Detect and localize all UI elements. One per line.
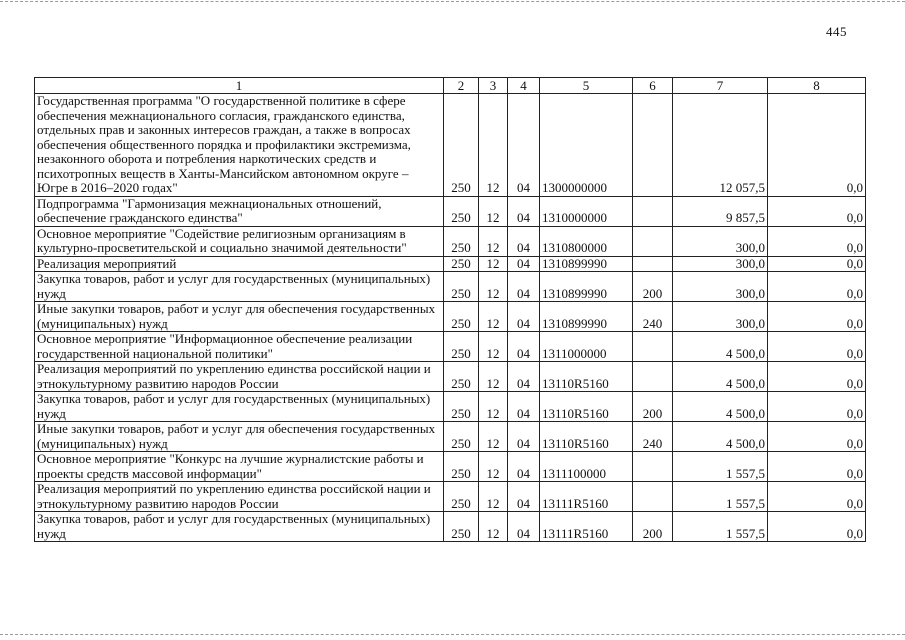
table-row	[35, 452, 866, 482]
cell-col3: 12	[479, 362, 508, 392]
column-header-1: 1	[35, 78, 444, 94]
cell-col7: 9 857,5	[673, 196, 768, 226]
cell-col5: 13110R5160	[540, 422, 633, 452]
cell-col4: 04	[508, 332, 540, 362]
cell-col6	[633, 226, 673, 256]
cell-name: Закупка товаров, работ и услуг для государственных (муниципальных) нужд	[35, 392, 444, 422]
header-row	[35, 78, 866, 94]
cell-col6: 200	[633, 272, 673, 302]
cell-col3: 12	[479, 332, 508, 362]
cell-col2: 250	[444, 302, 479, 332]
cell-col3: 12	[479, 422, 508, 452]
table-row	[35, 272, 866, 302]
scan-edge-bottom	[0, 634, 905, 635]
cell-col6	[633, 94, 673, 197]
cell-col8: 0,0	[768, 362, 866, 392]
cell-name: Основное мероприятие "Конкурс на лучшие журналистские работы и проекты средств массовой информации"	[35, 452, 444, 482]
cell-name: Реализация мероприятий по укреплению единства российской нации и этнокультурному развитию народов России	[35, 482, 444, 512]
cell-col4: 04	[508, 392, 540, 422]
cell-name: Подпрограмма "Гармонизация межнациональных отношений, обеспечение гражданского единства"	[35, 196, 444, 226]
table-row	[35, 256, 866, 272]
cell-col5: 1311000000	[540, 332, 633, 362]
cell-col6	[633, 452, 673, 482]
column-header-4: 4	[508, 78, 540, 94]
budget-table	[34, 77, 866, 542]
cell-col4: 04	[508, 422, 540, 452]
cell-col8: 0,0	[768, 94, 866, 197]
cell-col3: 12	[479, 302, 508, 332]
cell-col4: 04	[508, 362, 540, 392]
cell-col3: 12	[479, 392, 508, 422]
cell-col8: 0,0	[768, 226, 866, 256]
cell-col6	[633, 256, 673, 272]
cell-col2: 250	[444, 482, 479, 512]
cell-col5: 1310000000	[540, 196, 633, 226]
cell-col7: 4 500,0	[673, 362, 768, 392]
cell-col4: 04	[508, 94, 540, 197]
cell-col8: 0,0	[768, 302, 866, 332]
cell-col5: 1310899990	[540, 302, 633, 332]
cell-col3: 12	[479, 482, 508, 512]
cell-col2: 250	[444, 196, 479, 226]
cell-col6	[633, 196, 673, 226]
cell-col7: 300,0	[673, 302, 768, 332]
cell-col7: 4 500,0	[673, 422, 768, 452]
cell-col8: 0,0	[768, 272, 866, 302]
cell-col6	[633, 332, 673, 362]
cell-col2: 250	[444, 94, 479, 197]
column-header-3: 3	[479, 78, 508, 94]
cell-col4: 04	[508, 196, 540, 226]
cell-name: Иные закупки товаров, работ и услуг для обеспечения государственных (муниципальных) нужд	[35, 302, 444, 332]
cell-name: Реализация мероприятий по укреплению единства российской нации и этнокультурному развитию народов России	[35, 362, 444, 392]
cell-col5: 1311100000	[540, 452, 633, 482]
cell-col2: 250	[444, 272, 479, 302]
cell-col2: 250	[444, 392, 479, 422]
cell-col4: 04	[508, 512, 540, 542]
cell-col4: 04	[508, 226, 540, 256]
cell-col5: 13111R5160	[540, 512, 633, 542]
cell-col2: 250	[444, 422, 479, 452]
cell-col8: 0,0	[768, 422, 866, 452]
cell-name: Закупка товаров, работ и услуг для государственных (муниципальных) нужд	[35, 272, 444, 302]
table-row	[35, 392, 866, 422]
cell-name: Основное мероприятие "Информационное обеспечение реализации государственной национальной политики"	[35, 332, 444, 362]
cell-col3: 12	[479, 272, 508, 302]
cell-col3: 12	[479, 452, 508, 482]
cell-col2: 250	[444, 512, 479, 542]
cell-col7: 1 557,5	[673, 482, 768, 512]
cell-col6: 200	[633, 392, 673, 422]
scan-edge-top	[0, 1, 905, 2]
cell-col7: 1 557,5	[673, 452, 768, 482]
cell-col5: 1310899990	[540, 256, 633, 272]
cell-col5: 13110R5160	[540, 362, 633, 392]
cell-col2: 250	[444, 226, 479, 256]
cell-col8: 0,0	[768, 482, 866, 512]
cell-col6	[633, 362, 673, 392]
cell-col7: 4 500,0	[673, 392, 768, 422]
cell-col7: 300,0	[673, 226, 768, 256]
table-row	[35, 196, 866, 226]
cell-col4: 04	[508, 272, 540, 302]
cell-col3: 12	[479, 256, 508, 272]
cell-col2: 250	[444, 256, 479, 272]
cell-col7: 300,0	[673, 272, 768, 302]
cell-col2: 250	[444, 362, 479, 392]
cell-col4: 04	[508, 482, 540, 512]
cell-col7: 300,0	[673, 256, 768, 272]
cell-col5: 1300000000	[540, 94, 633, 197]
cell-col5: 1310800000	[540, 226, 633, 256]
cell-col8: 0,0	[768, 392, 866, 422]
column-header-6: 6	[633, 78, 673, 94]
table-row	[35, 512, 866, 542]
cell-name: Основное мероприятие "Содействие религиозным организациям в культурно-просветительской и социально значимой деятельности"	[35, 226, 444, 256]
table-row	[35, 226, 866, 256]
cell-name: Реализация мероприятий	[35, 256, 444, 272]
cell-col6: 240	[633, 302, 673, 332]
cell-col3: 12	[479, 512, 508, 542]
cell-col3: 12	[479, 226, 508, 256]
table-row	[35, 302, 866, 332]
cell-col7: 12 057,5	[673, 94, 768, 197]
cell-col8: 0,0	[768, 196, 866, 226]
column-header-8: 8	[768, 78, 866, 94]
cell-col8: 0,0	[768, 452, 866, 482]
cell-col8: 0,0	[768, 512, 866, 542]
cell-col5: 13110R5160	[540, 392, 633, 422]
cell-col4: 04	[508, 256, 540, 272]
cell-col3: 12	[479, 196, 508, 226]
cell-col7: 4 500,0	[673, 332, 768, 362]
cell-col5: 13111R5160	[540, 482, 633, 512]
cell-col2: 250	[444, 332, 479, 362]
cell-col3: 12	[479, 94, 508, 197]
cell-col7: 1 557,5	[673, 512, 768, 542]
cell-col2: 250	[444, 452, 479, 482]
cell-col6: 240	[633, 422, 673, 452]
cell-col6	[633, 482, 673, 512]
cell-col8: 0,0	[768, 256, 866, 272]
cell-name: Закупка товаров, работ и услуг для государственных (муниципальных) нужд	[35, 512, 444, 542]
cell-name: Государственная программа "О государственной политике в сфере обеспечения межнационального согласия, гражданского единства, отдельных прав и законных интересов граждан, а также в вопросах обеспечения общественного порядка и профилактики экстремизма, незаконного оборота и потребления наркотических средств и психотропных веществ в Ханты-Мансийском автономном округе – Югре в 2016–2020 годах"	[35, 94, 444, 197]
table-row	[35, 362, 866, 392]
cell-col8: 0,0	[768, 332, 866, 362]
table-row	[35, 482, 866, 512]
cell-col4: 04	[508, 452, 540, 482]
cell-col6: 200	[633, 512, 673, 542]
cell-col5: 1310899990	[540, 272, 633, 302]
cell-col4: 04	[508, 302, 540, 332]
table-row	[35, 332, 866, 362]
cell-name: Иные закупки товаров, работ и услуг для обеспечения государственных (муниципальных) нужд	[35, 422, 444, 452]
column-header-2: 2	[444, 78, 479, 94]
column-header-5: 5	[540, 78, 633, 94]
table-row	[35, 422, 866, 452]
column-header-7: 7	[673, 78, 768, 94]
page-number: 445	[826, 24, 847, 39]
table-row	[35, 94, 866, 197]
